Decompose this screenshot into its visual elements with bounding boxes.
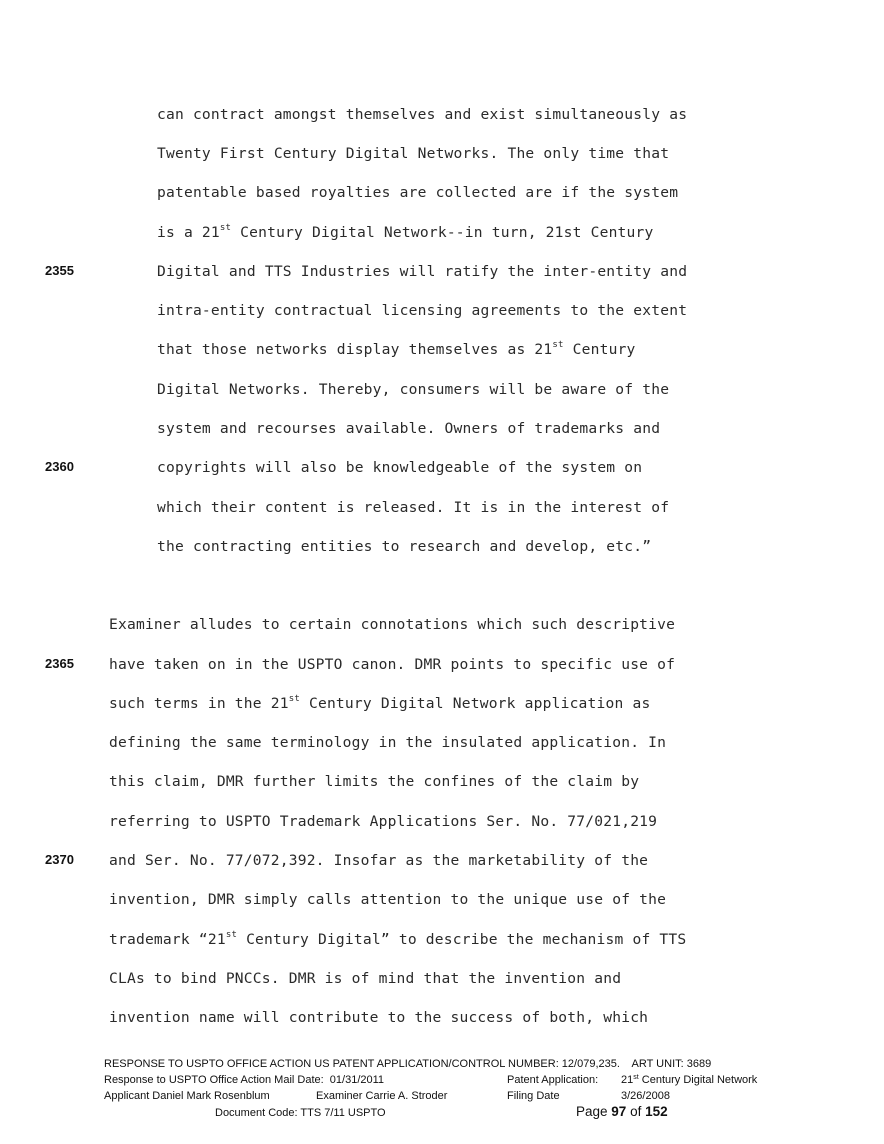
footer-app-name-post: Century Digital Network (638, 1074, 758, 1086)
footer-applicant: Applicant Daniel Mark Rosenblum (104, 1090, 270, 1102)
page-word: Page (576, 1104, 612, 1119)
footer-patent-application-name (621, 1074, 757, 1086)
text-run: Digital Networks. Thereby, consumers will be aware of the (157, 381, 670, 398)
page-of: of (626, 1104, 646, 1119)
superscript: st (552, 340, 564, 350)
body-line (157, 538, 651, 555)
footer-app-name-sup: st (633, 1074, 639, 1081)
page-current: 97 (611, 1104, 627, 1119)
body-line (157, 381, 669, 398)
text-run: such terms in the 21 (109, 695, 289, 712)
text-run: defining the same terminology in the insulated application. In (109, 734, 667, 751)
text-run: Century (563, 341, 636, 358)
text-run: invention, DMR simply calls attention to the unique use of the (109, 891, 667, 908)
body-line (109, 656, 675, 673)
text-run: and Ser. No. 77/072,392. Insofar as the marketability of the (109, 852, 649, 869)
page-total: 152 (645, 1104, 668, 1119)
body-line (157, 224, 654, 241)
text-run: this claim, DMR further limits the confines of the claim by (109, 773, 640, 790)
body-line (109, 813, 657, 830)
body-line (109, 616, 675, 633)
line-number-2355: 2355 (45, 263, 74, 278)
body-line (157, 341, 636, 358)
footer-response-line: RESPONSE TO USPTO OFFICE ACTION US PATENT APPLICATION/CONTROL NUMBER: 12/079,235. ART UNIT: 3689 (104, 1058, 712, 1070)
text-run: Twenty First Century Digital Networks. The only time that (157, 145, 670, 162)
footer-page-number (576, 1104, 668, 1119)
footer-examiner: Examiner Carrie A. Stroder (316, 1090, 448, 1102)
footer-mail-date: Response to USPTO Office Action Mail Date: 01/31/2011 (104, 1074, 385, 1086)
body-line (109, 773, 639, 790)
body-line (157, 263, 687, 280)
text-run: Century Digital Network application as (299, 695, 651, 712)
body-line (109, 734, 666, 751)
body-line (157, 145, 669, 162)
line-number-2365: 2365 (45, 656, 74, 671)
body-line (109, 891, 666, 908)
body-line (109, 970, 621, 987)
line-number-2360: 2360 (45, 459, 74, 474)
footer-filing-date: 3/26/2008 (621, 1090, 670, 1102)
footer-document-code: Document Code: TTS 7/11 USPTO (215, 1107, 386, 1119)
text-run: the contracting entities to research and develop, etc.” (157, 538, 652, 555)
text-run: is a 21 (157, 224, 220, 241)
body-line (109, 931, 686, 948)
body-line (157, 302, 687, 319)
text-run: CLAs to bind PNCCs. DMR is of mind that the invention and (109, 970, 622, 987)
superscript: st (219, 223, 232, 233)
text-run: Digital and TTS Industries will ratify the inter-entity and (157, 263, 688, 280)
text-run: invention name will contribute to the success of both, which (109, 1009, 649, 1026)
text-run: Century Digital” to describe the mechanism of TTS (237, 931, 687, 948)
body-line (109, 852, 648, 869)
body-line (109, 1009, 648, 1026)
text-run: patentable based royalties are collected are if the system (157, 184, 679, 201)
text-run: copyrights will also be knowledgeable of the system on (157, 459, 643, 476)
superscript: st (225, 930, 238, 940)
text-run: can contract amongst themselves and exist simultaneously as (157, 106, 688, 123)
line-number-2370: 2370 (45, 852, 74, 867)
body-line (157, 499, 669, 516)
body-line (157, 459, 642, 476)
body-line (157, 106, 687, 123)
footer-app-name-pre: 21 (621, 1074, 634, 1086)
text-run: Century Digital Network--in turn, 21st Century (231, 224, 654, 241)
text-run: referring to USPTO Trademark Applications Ser. No. 77/021,219 (109, 813, 658, 830)
text-run: which their content is released. It is in the interest of (157, 499, 670, 516)
body-line (157, 184, 678, 201)
body-line (157, 420, 660, 437)
body-line (109, 695, 650, 712)
footer-patent-application-label: Patent Application: (507, 1074, 599, 1086)
text-run: that those networks display themselves as 21 (157, 341, 553, 358)
text-run: have taken on in the USPTO canon. DMR points to specific use of (109, 656, 676, 673)
superscript: st (288, 694, 300, 704)
text-run: intra-entity contractual licensing agreements to the extent (157, 302, 688, 319)
text-run: system and recourses available. Owners of trademarks and (157, 420, 661, 437)
text-run: trademark “21 (109, 931, 226, 948)
footer-filing-date-label: Filing Date (507, 1090, 560, 1102)
text-run: Examiner alludes to certain connotations which such descriptive (109, 616, 676, 633)
